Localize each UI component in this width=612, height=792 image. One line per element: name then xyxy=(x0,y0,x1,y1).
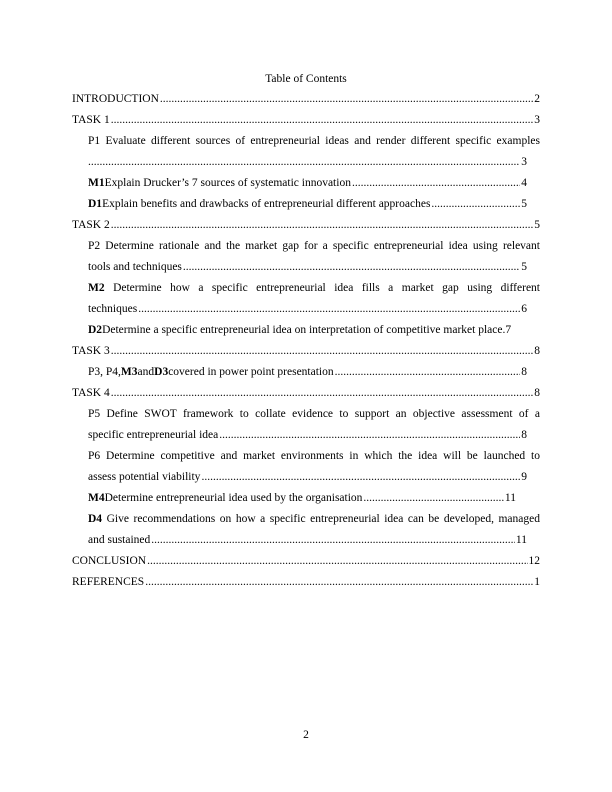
page-number: 9 xyxy=(521,471,527,483)
page-number: 4 xyxy=(521,177,527,189)
page-number: 7 xyxy=(505,324,512,336)
toc-entry-m2[interactable]: M2 Determine how a specific entrepreneurial idea fills a market gap using different techniques ..... 6 xyxy=(88,278,540,320)
toc-entry-conclusion[interactable]: CONCLUSION ..... 12 xyxy=(72,551,540,572)
toc-entry-p2[interactable]: P2 Determine rationale and the market gap for a specific entrepreneurial idea using relevant tools and techniques ..... 5 xyxy=(88,236,540,278)
page-number: 8 xyxy=(521,429,527,441)
page-number: 5 xyxy=(521,198,527,210)
footer-page-number: 2 xyxy=(303,729,309,741)
page-number: 5 xyxy=(534,219,540,231)
page-number: 11 xyxy=(515,534,527,546)
page-number: 11 xyxy=(504,492,516,504)
page-number: 8 xyxy=(534,345,540,357)
page-number: 8 xyxy=(534,387,540,399)
page-number: 12 xyxy=(528,555,540,567)
toc-entry-task2[interactable]: TASK 2 ..... 5 xyxy=(72,215,540,236)
toc-entry-introduction[interactable]: INTRODUCTION ..... 2 xyxy=(72,89,540,110)
toc-entry-task3[interactable]: TASK 3 ..... 8 xyxy=(72,341,540,362)
toc-entry-task4[interactable]: TASK 4 ..... 8 xyxy=(72,383,540,404)
toc-entry-m1[interactable]: M1 Explain Drucker’s 7 sources of systematic innovation ..... 4 xyxy=(88,173,540,194)
toc-title: Table of Contents xyxy=(265,73,347,85)
page-number: 3 xyxy=(521,156,527,168)
toc-entry-p1[interactable]: P1 Evaluate different sources of entrepreneurial ideas and render different specific examples ..... 3 xyxy=(88,131,540,173)
toc-entry-d2[interactable]: D2 Determine a specific entrepreneurial idea on interpretation of competitive market place. 7 xyxy=(88,320,540,341)
toc-entry-p3[interactable]: P3, P4, M3 and D3 covered in power point presentation ..... 8 xyxy=(88,362,540,383)
toc-entry-d1[interactable]: D1 Explain benefits and drawbacks of entrepreneurial different approaches ..... 5 xyxy=(88,194,540,215)
page-number: 2 xyxy=(534,93,540,105)
toc-entry-task1[interactable]: TASK 1 ..... 3 xyxy=(72,110,540,131)
page-number: 5 xyxy=(521,261,527,273)
toc-entry-references[interactable]: REFERENCES ..... 1 xyxy=(72,572,540,593)
page-number: 1 xyxy=(534,576,540,588)
toc-entry-m4[interactable]: M4 Determine entrepreneurial idea used by the organisation ..... 11 xyxy=(88,488,540,509)
toc-entry-p6[interactable]: P6 Determine competitive and market environments in which the idea will be launched to assess potential viability ..... 9 xyxy=(88,446,540,488)
toc-entry-d4[interactable]: D4 Give recommendations on how a specific entrepreneurial idea can be developed, managed and sustained ..... 11 xyxy=(88,509,540,551)
page-number: 3 xyxy=(534,114,540,126)
page-number: 8 xyxy=(521,366,527,378)
page-number: 6 xyxy=(521,303,527,315)
toc-entry-p5[interactable]: P5 Define SWOT framework to collate evidence to support an objective assessment of a specific entrepreneurial idea ..... 8 xyxy=(88,404,540,446)
